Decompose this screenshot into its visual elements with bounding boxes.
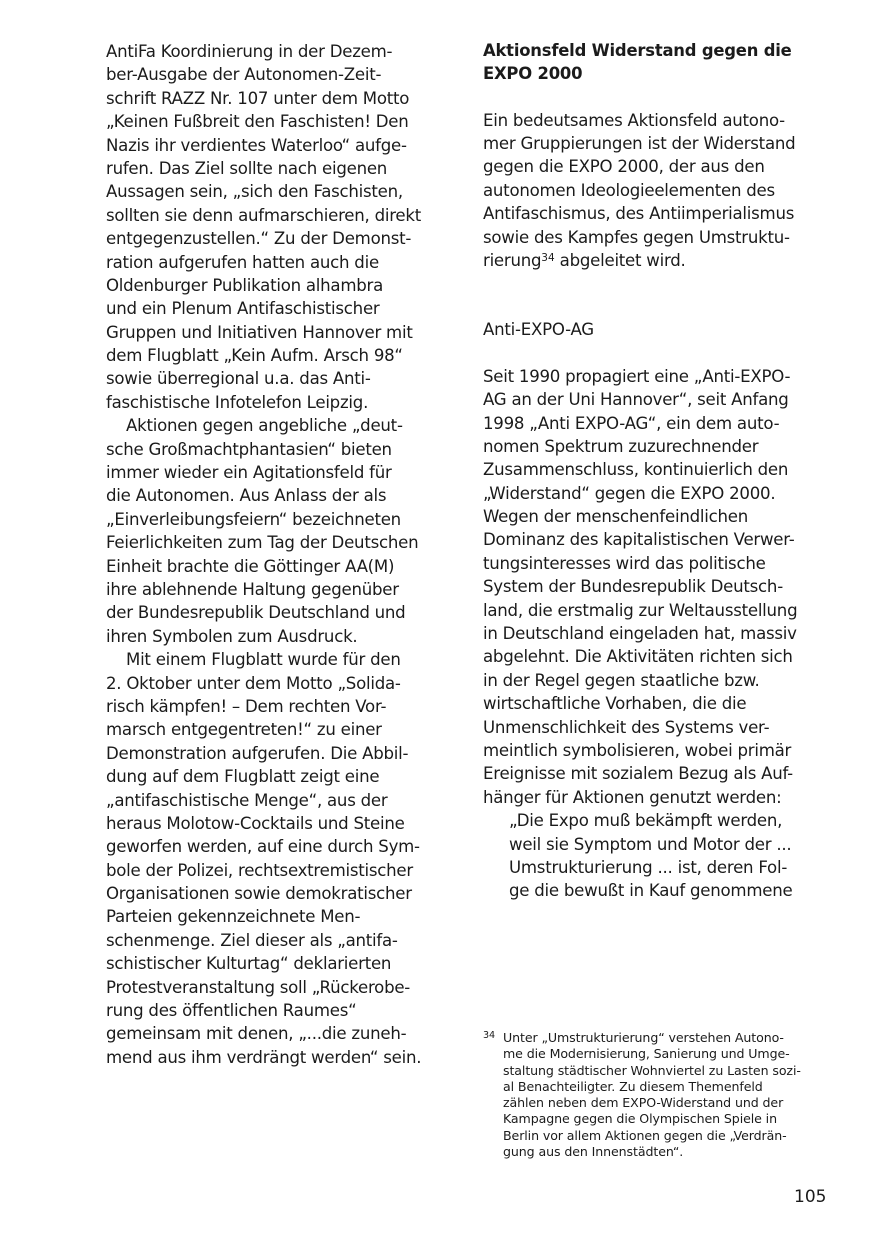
text-line: die Autonomen. Aus Anlass der als — [106, 486, 387, 506]
text-line: nomen Spektrum zuzurechnender — [483, 436, 759, 456]
paragraph-continued — [106, 40, 451, 414]
left-column — [106, 40, 451, 1069]
text-line: Feierlichkeiten zum Tag der Deutschen — [106, 533, 419, 553]
text-line: abgelehnt. Die Aktivitäten richten sich — [483, 647, 793, 667]
footnote-line: al Benachteiligter. Zu diesem Themenfeld — [503, 1078, 763, 1094]
text-line: Nazis ihr verdientes Waterloo“ aufge- — [106, 135, 407, 155]
text-line: sche Großmachtphantasien“ bieten — [106, 439, 392, 459]
text-line: mer Gruppierungen ist der Widerstand — [483, 133, 796, 153]
section-heading — [483, 40, 833, 86]
text-line: bole der Polizei, rechtsextremistischer — [106, 860, 413, 880]
text-fragment: abgeleitet wird. — [554, 250, 686, 270]
text-line: „Einverleibungsfeiern“ bezeichneten — [106, 509, 401, 529]
text-line: Antifaschismus, des Antiimperialismus — [483, 204, 795, 224]
text-line: ration aufgerufen hatten auch die — [106, 252, 379, 272]
block-quote — [483, 809, 833, 903]
paragraph-flugblatt — [106, 648, 451, 1069]
text-line: schrift RAZZ Nr. 107 unter dem Motto — [106, 88, 410, 108]
quote-line: weil sie Symptom und Motor der ... — [509, 834, 792, 854]
text-line: Demonstration aufgerufen. Die Abbil- — [106, 743, 409, 763]
text-line: „antifaschistische Menge“, aus der — [106, 790, 388, 810]
footnote-line: staltung städtischer Wohnviertel zu Lasten sozi- — [503, 1062, 801, 1078]
footnote-line: zählen neben dem EXPO-Widerstand und der — [503, 1095, 784, 1111]
text-line: mend aus ihm verdrängt werden“ sein. — [106, 1047, 422, 1067]
footnote-line: gung aus den Innenstädten“. — [503, 1144, 684, 1160]
quote-line: ge die bewußt in Kauf genommene — [509, 881, 793, 901]
subheading: Anti-EXPO-AG — [483, 320, 594, 340]
text-line: tungsinteresses wird das politische — [483, 553, 766, 573]
text-line: geworfen werden, auf eine durch Sym- — [106, 837, 420, 857]
text-line: 1998 „Anti EXPO-AG“, ein dem auto- — [483, 413, 780, 433]
footnote-reference[interactable]: 34 — [541, 251, 555, 264]
text-line: marsch entgegentreten!“ zu einer — [106, 720, 382, 740]
text-line: risch kämpfen! – Dem rechten Vor- — [106, 696, 387, 716]
text-line: Aktionen gegen angebliche „deut- — [126, 416, 403, 436]
text-line: in Deutschland eingeladen hat, massiv — [483, 624, 797, 644]
text-line: Oldenburger Publikation alhambra — [106, 275, 384, 295]
text-line: dung auf dem Flugblatt zeigt eine — [106, 767, 380, 787]
text-line: ber-Ausgabe der Autonomen-Zeit- — [106, 65, 382, 85]
footnote-line: Berlin vor allem Aktionen gegen die „Verdrän- — [503, 1127, 787, 1143]
text-line: in der Regel gegen staatliche bzw. — [483, 670, 760, 690]
text-line: „Keinen Fußbreit den Faschisten! Den — [106, 112, 409, 132]
footnote-number: 34 — [483, 1030, 496, 1041]
footnote-line: me die Modernisierung, Sanierung und Umge- — [503, 1046, 790, 1062]
text-line: immer wieder ein Agitationsfeld für — [106, 463, 392, 483]
text-line: der Bundesrepublik Deutschland und — [106, 603, 406, 623]
paragraph-intro — [483, 109, 833, 273]
text-line: sollten sie denn aufmarschieren, direkt — [106, 205, 422, 225]
text-line: heraus Molotow-Cocktails und Steine — [106, 813, 405, 833]
text-line: Unmenschlichkeit des Systems ver- — [483, 717, 770, 737]
text-line: und ein Plenum Antifaschistischer — [106, 299, 380, 319]
text-line: sowie überregional u.a. das Anti- — [106, 369, 371, 389]
heading-line: EXPO 2000 — [483, 63, 583, 83]
text-line: faschistische Infotelefon Leipzig. — [106, 392, 369, 412]
quote-line: Umstrukturierung ... ist, deren Fol- — [509, 857, 788, 877]
text-line: wirtschaftliche Vorhaben, die die — [483, 694, 747, 714]
right-column — [483, 40, 833, 903]
footnote — [483, 1030, 833, 1160]
text-line: Dominanz des kapitalistischen Verwer- — [483, 530, 795, 550]
text-line: AG an der Uni Hannover“, seit Anfang — [483, 390, 789, 410]
text-line: Protestveranstaltung soll „Rückerobe- — [106, 977, 411, 997]
text-line: schistischer Kulturtag“ deklarierten — [106, 954, 392, 974]
text-line: autonomen Ideologieelementen des — [483, 180, 775, 200]
quote-line: „Die Expo muß bekämpft werden, — [509, 811, 783, 831]
text-line: Zusammenschluss, kontinuierlich den — [483, 460, 789, 480]
text-line: Mit einem Flugblatt wurde für den — [126, 650, 401, 670]
text-line: 2. Oktober unter dem Motto „Solida- — [106, 673, 401, 693]
text-line: ihre ablehnende Haltung gegenüber — [106, 579, 399, 599]
text-line: „Widerstand“ gegen die EXPO 2000. — [483, 483, 776, 503]
text-fragment: rierung — [483, 250, 542, 270]
paragraph-anti-expo-ag — [483, 365, 833, 809]
text-line: rung des öffentlichen Raumes“ — [106, 1001, 357, 1021]
text-line: entgegenzustellen.“ Zu der Demonst- — [106, 229, 412, 249]
heading-line: Aktionsfeld Widerstand gegen die — [483, 41, 792, 60]
text-line: meintlich symbolisieren, wobei primär — [483, 740, 792, 760]
text-line: dem Flugblatt „Kein Aufm. Arsch 98“ — [106, 346, 403, 366]
text-line — [483, 249, 833, 272]
page-number: 105 — [794, 1187, 827, 1207]
text-line: land, die erstmalig zur Weltausstellung — [483, 600, 798, 620]
text-line: ihren Symbolen zum Ausdruck. — [106, 626, 358, 646]
text-line: Gruppen und Initiativen Hannover mit — [106, 322, 413, 342]
text-line: gemeinsam mit denen, „...die zuneh- — [106, 1024, 407, 1044]
text-line: gegen die EXPO 2000, der aus den — [483, 157, 765, 177]
text-line: AntiFa Koordinierung in der Dezem- — [106, 42, 393, 61]
text-line: rufen. Das Ziel sollte nach eigenen — [106, 158, 388, 178]
text-line: hänger für Aktionen genutzt werden: — [483, 787, 782, 807]
footnote-line: Kampagne gegen die Olympischen Spiele in — [503, 1111, 777, 1127]
text-line: sowie des Kampfes gegen Umstruktu- — [483, 227, 790, 247]
text-line: Parteien gekennzeichnete Men- — [106, 907, 361, 927]
text-line: Einheit brachte die Göttinger AA(M) — [106, 556, 395, 576]
text-line: Organisationen sowie demokratischer — [106, 884, 412, 904]
text-line: System der Bundesrepublik Deutsch- — [483, 577, 783, 597]
footnote-line: Unter „Umstrukturierung“ verstehen Autono- — [503, 1030, 784, 1045]
text-line: Ein bedeutsames Aktionsfeld autono- — [483, 110, 785, 130]
paragraph-grossmacht — [106, 414, 451, 648]
text-line: Aussagen sein, „sich den Faschisten, — [106, 182, 403, 202]
text-line: schenmenge. Ziel dieser als „antifa- — [106, 930, 398, 950]
text-line: Ereignisse mit sozialem Bezug als Auf- — [483, 764, 793, 784]
footnote-text — [503, 1030, 833, 1160]
text-line: Wegen der menschenfeindlichen — [483, 507, 748, 527]
text-line: Seit 1990 propagiert eine „Anti-EXPO- — [483, 366, 791, 386]
